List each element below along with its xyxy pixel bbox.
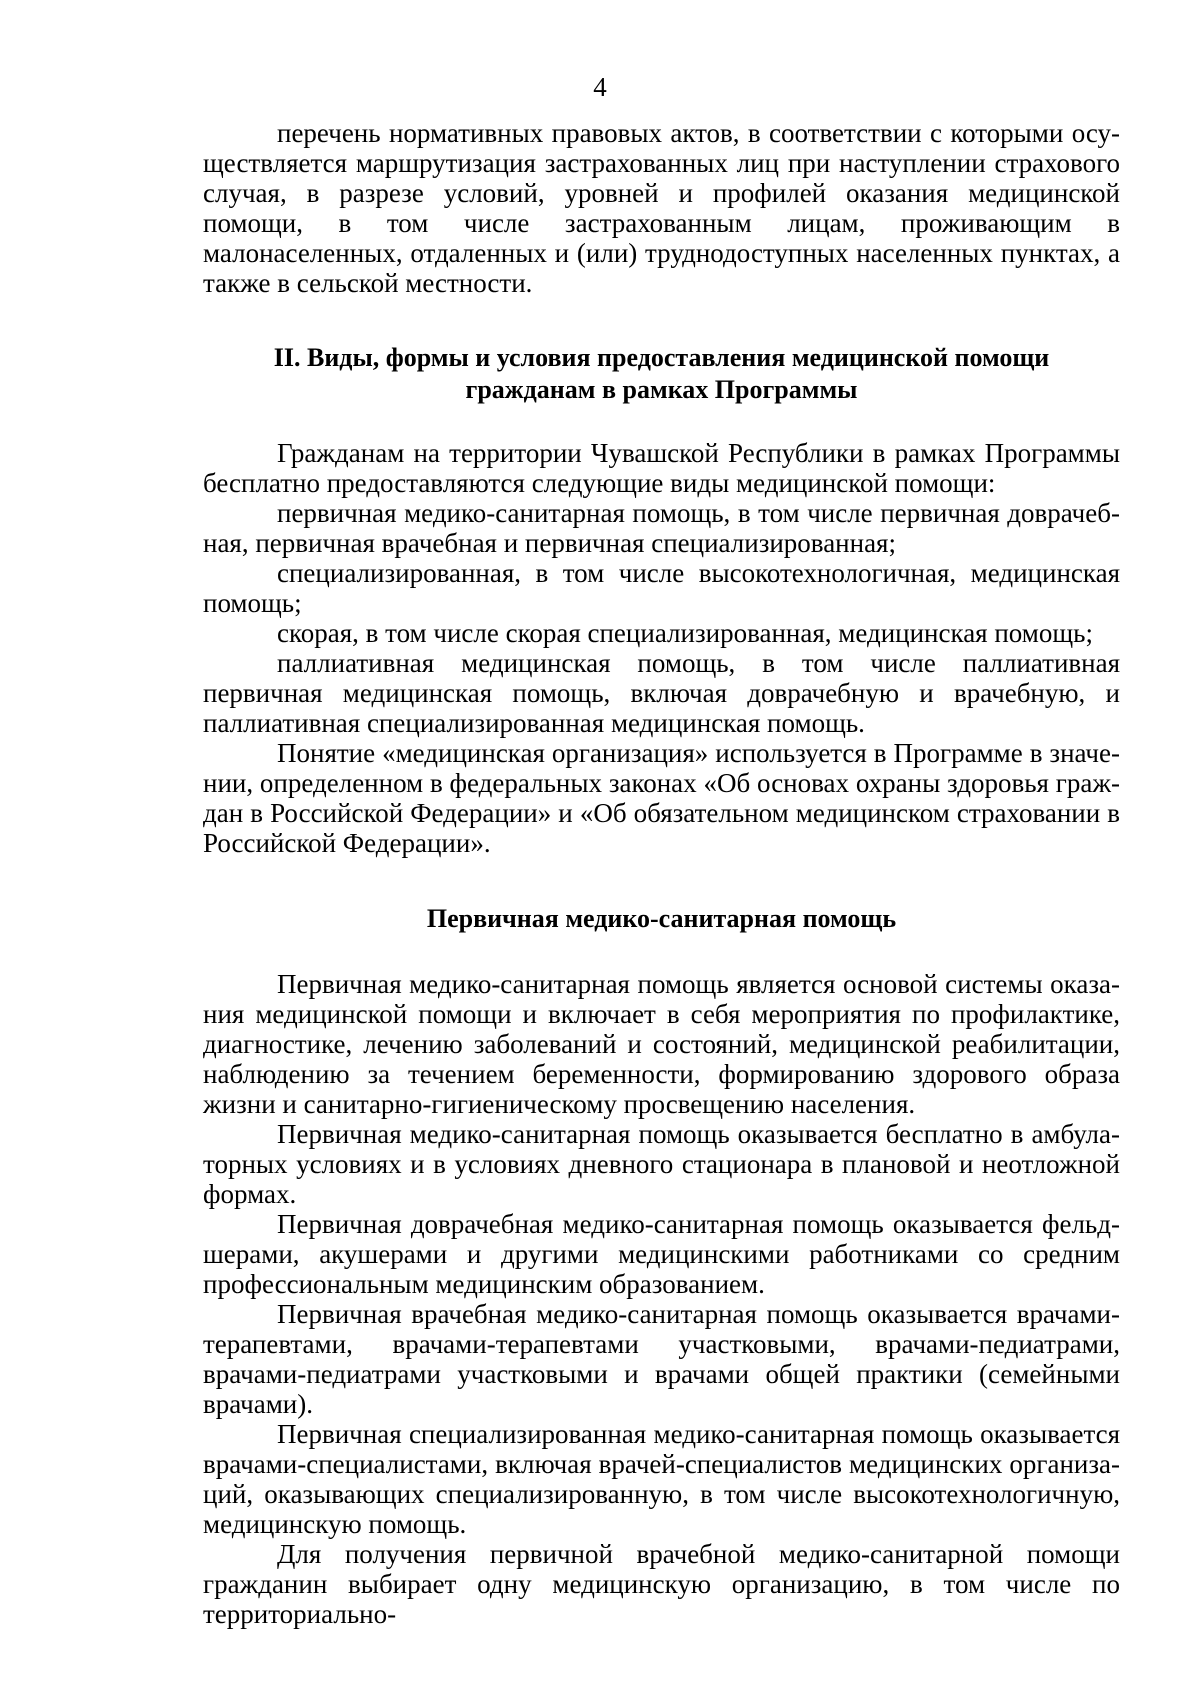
paragraph: Первичная медико-санитарная помощь является основой системы оказания медицинской помощи и включает в себя мероприятия по профилактике, диагностике, лечению заболеваний и состояний, медицинской реабилитации, наблюдению за течением беременности, формированию здорового образа жизни и санитарно-гигиеническому просвещению населения. — [203, 969, 1120, 1119]
paragraph: Первичная специализированная медико-санитарная помощь оказывается врачами-специалистами, включая врачей-специалистов медицинских организаций, оказывающих специализированную, в том числе высокотехнологичную, медицинскую помощь. — [203, 1419, 1120, 1539]
list-item: паллиативная медицинская помощь, в том числе паллиативная первичная медицинская помощь, включая доврачебную и врачебную, и паллиативная специализированная медицинская помощь. — [203, 648, 1120, 738]
page-number: 4 — [593, 72, 607, 102]
paragraph: Для получения первичной врачебной медико-санитарной помощи гражданин выбирает одну медицинскую организацию, в том числе по территориально- — [203, 1539, 1120, 1629]
list-item: скорая, в том числе скорая специализированная, медицинская помощь; — [277, 618, 1093, 648]
list-item: первичная медико-санитарная помощь, в том числе первичная доврачебная, первичная врачебная и первичная специализированная; — [203, 498, 1120, 558]
paragraph: Гражданам на территории Чувашской Республики в рамках Программы бесплатно предоставляются следующие виды медицинской помощи: — [203, 438, 1120, 498]
subsection-heading-primary-care: Первичная медико-санитарная помощь — [426, 904, 897, 933]
paragraph: Первичная доврачебная медико-санитарная помощь оказывается фельдшерами, акушерами и другими медицинскими работниками со средним профессиональным медицинским образованием. — [203, 1209, 1120, 1299]
paragraph: Первичная медико-санитарная помощь оказывается бесплатно в амбулаторных условиях и в условиях дневного стационара в плановой и неотложной формах. — [203, 1119, 1120, 1209]
paragraph: Понятие «медицинская организация» используется в Программе в значении, определенном в федеральных законах «Об основах охраны здоровья граждан в Российской Федерации» и «Об обязательном медицинском страховании в Российской Федерации». — [203, 738, 1120, 858]
section-heading-line-1: II. Виды, формы и условия предоставления медицинской помощи — [273, 343, 1050, 372]
paragraph: Первичная врачебная медико-санитарная помощь оказывается врачами-терапевтами, врачами-терапевтами участковыми, врачами-педиатрами, врачами-педиатрами участковыми и врачами общей практики (семейными врачами). — [203, 1299, 1120, 1419]
list-item: специализированная, в том числе высокотехнологичная, медицинская помощь; — [203, 558, 1120, 618]
section-heading-types-of-care — [203, 342, 1120, 406]
page-content — [203, 118, 1120, 1629]
intro-paragraph: перечень нормативных правовых актов, в соответствии с которыми осуществляется маршрутизация застрахованных лиц при наступлении страхового случая, в разрезе условий, уровней и профилей оказания медицинской помощи, в том числе застрахованным лицам, проживающим в малонаселенных, отдаленных и (или) труднодоступных населенных пунктах, а также в сельской местности. — [203, 118, 1120, 298]
section-heading-line-2: гражданам в рамках Программы — [465, 375, 858, 404]
